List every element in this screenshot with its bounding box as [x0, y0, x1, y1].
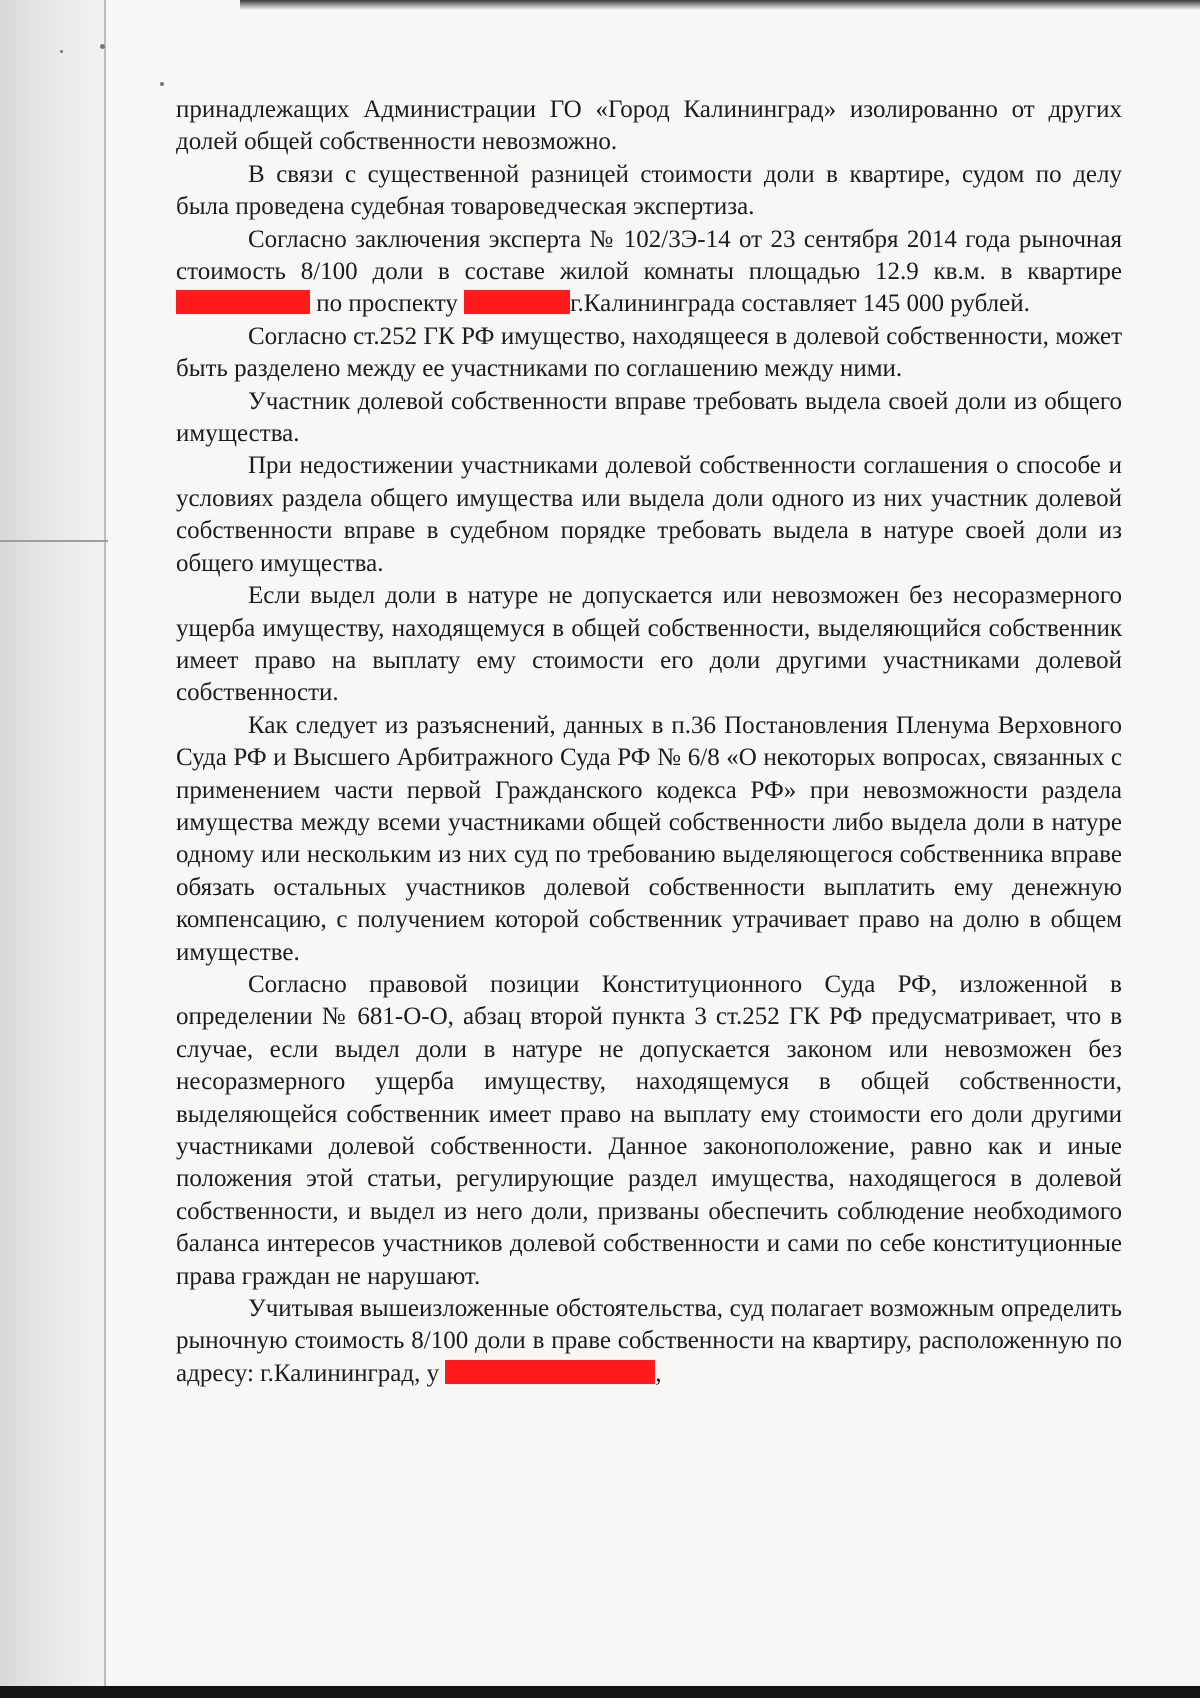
paragraph-3-part-3: г.Калининграда составляет 145 000 рублей.: [570, 290, 1030, 318]
paragraph-3-part-2: по проспекту: [316, 290, 458, 318]
paragraph-2: В связи с существенной разницей стоимости доли в квартире, судом по делу была проведена судебная товароведческая экспертиза.: [176, 160, 1122, 221]
paragraph-7: Если выдел доли в натуре не допускается или невозможен без несоразмерного ущерба имуществу, находящемуся в общей собственности, выделяющийся собственник имеет право на выплату ему стоимости его доли другими участниками долевой собственности.: [176, 582, 1122, 707]
paragraph-8: Как следует из разъяснений, данных в п.36 Постановления Пленума Верховного Суда РФ и Высшего Арбитражного Суда РФ № 6/8 «О некоторых вопросах, связанных с применением части первой Гражданского кодекса РФ» при невозможности раздела имущества между всеми участниками общей собственности либо выдела доли в натуре одному или нескольким из них суд по требованию выделяющегося собственника вправе обязать остальных участников долевой собственности выплатить ему денежную компенсацию, с получением которой собственник утрачивает право на долю в общем имуществе.: [176, 711, 1122, 966]
redaction-mark: [464, 290, 570, 314]
paragraph-6: При недостижении участниками долевой собственности соглашения о способе и условиях раздела общего имущества или выдела доли одного из них участник долевой собственности вправе в судебном порядке требовать выдела в натуре своей доли из общего имущества.: [176, 452, 1122, 577]
redaction-mark: [176, 290, 310, 314]
scan-speck: [100, 44, 105, 49]
document-body: [176, 94, 1122, 1390]
scan-speck: [60, 50, 63, 53]
paragraph-4: Согласно ст.252 ГК РФ имущество, находящееся в долевой собственности, может быть разделено между ее участниками по соглашению между ними.: [176, 322, 1122, 383]
scan-bottom-edge: [0, 1686, 1200, 1698]
paragraph-5: Участник долевой собственности вправе требовать выдела своей доли из общего имущества.: [176, 387, 1122, 448]
paragraph-3: [176, 224, 1122, 321]
scan-speck: [160, 82, 164, 86]
paragraph-3-part-1: Согласно заключения эксперта № 102/3Э-14 от 23 сентября 2014 года рыночная стоимость 8/100 доли в составе жилой комнаты площадью 12.9 кв.м. в квартире: [176, 225, 1122, 286]
paragraph-1: принадлежащих Администрации ГО «Город Калининград» изолированно от других долей общей собственности невозможно.: [176, 96, 1122, 156]
redaction-mark: [445, 1360, 655, 1384]
paragraph-10-part-1: Учитывая вышеизложенные обстоятельства, суд полагает возможным определить рыночную стоимость 8/100 доли в праве собственности на квартиру, расположенную по адресу: г.Калининград, у: [176, 1295, 1122, 1387]
scan-top-shadow: [240, 0, 1200, 10]
scan-crease: [0, 540, 108, 542]
paragraph-9: Согласно правовой позиции Конституционного Суда РФ, изложенной в определении № 681-О-О, абзац второй пункта 3 ст.252 ГК РФ предусматривает, что в случае, если выдел доли в натуре не допускается законом или невозможен без несоразмерного ущерба имуществу, находящемуся в общей собственности, выделяющейся собственник имеет право на выплату ему стоимости его доли другими участниками долевой собственности. Данное законоположение, равно как и иные положения этой статьи, регулирующие раздел имущества, находящегося в долевой собственности, и выдел из него доли, призваны обеспечить соблюдение необходимого баланса интересов участников долевой собственности и сами по себе конституционные права граждан не нарушают.: [176, 970, 1122, 1290]
paragraph-10-part-2: ,: [655, 1359, 662, 1387]
scan-left-margin: [0, 0, 108, 1698]
paragraph-10: [176, 1293, 1122, 1390]
scan-fold-line: [104, 0, 106, 1698]
